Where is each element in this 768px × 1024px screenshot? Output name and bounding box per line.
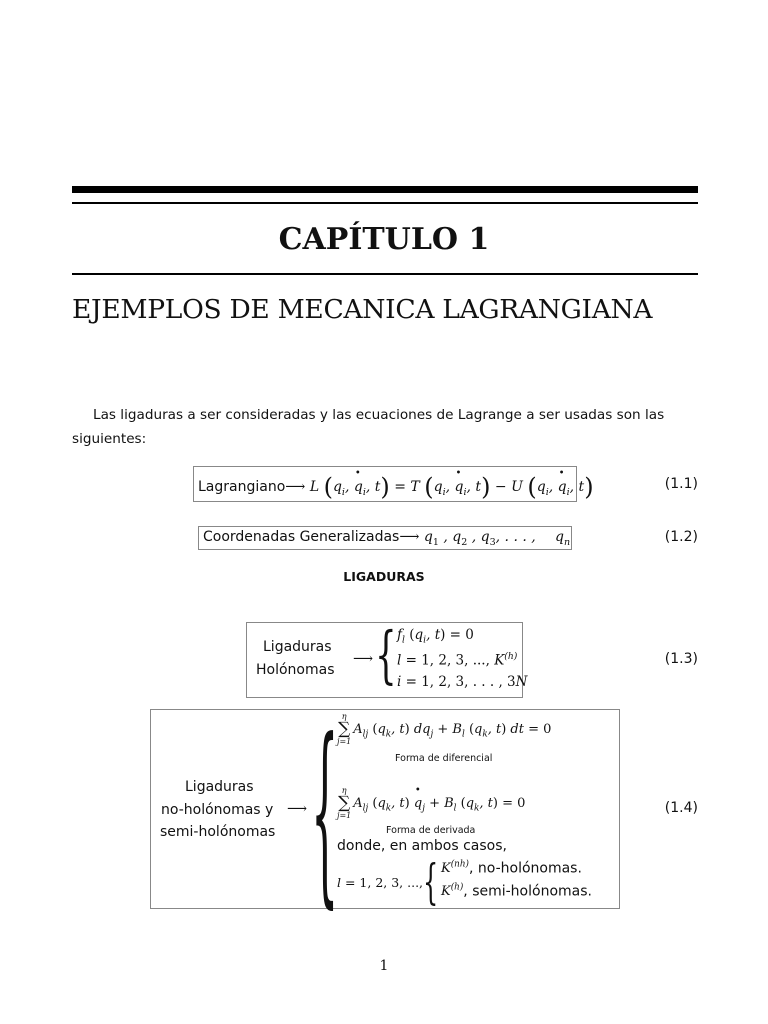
equation-box-coordinates	[198, 526, 572, 550]
derivative-form-equation: η ∑ j=1 $A_{lj}$ ($q_k$, t) • $q_j + B_l$ ($q_k$, t) = 0	[337, 787, 525, 820]
holonomic-label-1: Ligaduras	[263, 639, 332, 655]
equation-number-1-1: (1.1)	[664, 476, 698, 492]
holonomic-condition-1: $f_l$ ($q_i$, t) = 0	[397, 627, 474, 646]
section-heading-ligaduras: LIGADURAS	[343, 569, 425, 584]
equation-box-nonholonomic	[150, 698, 620, 926]
equation-number-1-3: (1.3)	[664, 651, 698, 667]
holonomic-label-2: Holónomas	[256, 662, 335, 678]
equation-box-holonomic	[246, 618, 528, 698]
top-thin-rule	[72, 202, 698, 204]
intro-line-1: Las ligaduras a ser consideradas y las ecuaciones de Lagrange a ser usadas son las	[93, 407, 665, 423]
differential-form-equation: η ∑ j=1 $A_{lj}$ ($q_k$, t) $dq_j + B_l$ ($q_k$, t) dt = 0	[337, 712, 552, 746]
holonomic-condition-3: i = 1, 2, 3, . . . , 3N	[397, 674, 528, 690]
holonomic-arrow: ⟶	[353, 651, 374, 667]
intro-line-2: siguientes:	[72, 431, 147, 447]
index-range: l = 1, 2, 3, ...,	[337, 875, 424, 890]
equation-number-1-4: (1.4)	[664, 800, 698, 816]
lagrangian-label: Lagrangiano	[198, 479, 286, 495]
nonholonomic-case-text: , no-holónomas.	[468, 860, 582, 877]
semiholonomic-case-text: , semi-holónomas.	[463, 883, 592, 900]
nonholonomic-case: $K^{(nh)}$, no-holónomas.	[441, 860, 582, 877]
nonholonomic-brace: {	[311, 698, 339, 926]
nonholonomic-label-2: no-holónomas y	[161, 802, 274, 818]
nonholonomic-label-1: Ligaduras	[185, 779, 254, 795]
top-thick-rule	[72, 186, 698, 193]
both-cases-text: donde, en ambos casos,	[337, 838, 507, 854]
chapter-separator-rule	[72, 273, 698, 275]
holonomic-condition-2: l = 1, 2, 3, ..., $K^{(h)}$	[397, 651, 518, 669]
semiholonomic-case: $K^{(h)}$, semi-holónomas.	[441, 883, 592, 900]
equation-box-lagrangian	[193, 466, 594, 502]
derivative-form-note: Forma de derivada	[386, 825, 476, 836]
coordinates-equation: Coordenadas Generalizadas⟶ $q_1$ , $q_2$ , $q_3$, . . . , $q_n$	[203, 529, 571, 548]
nonholonomic-arrow: ⟶	[287, 801, 308, 817]
index-brace: {	[423, 854, 439, 910]
chapter-label: CAPÍTULO 1	[278, 222, 490, 257]
holonomic-brace: {	[375, 618, 397, 691]
nonholonomic-label-3: semi-holónomas	[160, 824, 276, 840]
equation-number-1-2: (1.2)	[664, 529, 698, 545]
lagrangian-equation: Lagrangiano⟶ L ($q_i$, • $q_i$, t) = T ($q_i$, • $q_i$, t) − U ($q_i$, • $q_i$, t)	[198, 473, 594, 501]
differential-form-note: Forma de diferencial	[395, 753, 493, 764]
page-number: 1	[379, 958, 389, 974]
coordinates-label: Coordenadas Generalizadas	[203, 529, 400, 545]
chapter-title: EJEMPLOS DE MECANICA LAGRANGIANA	[72, 294, 653, 325]
